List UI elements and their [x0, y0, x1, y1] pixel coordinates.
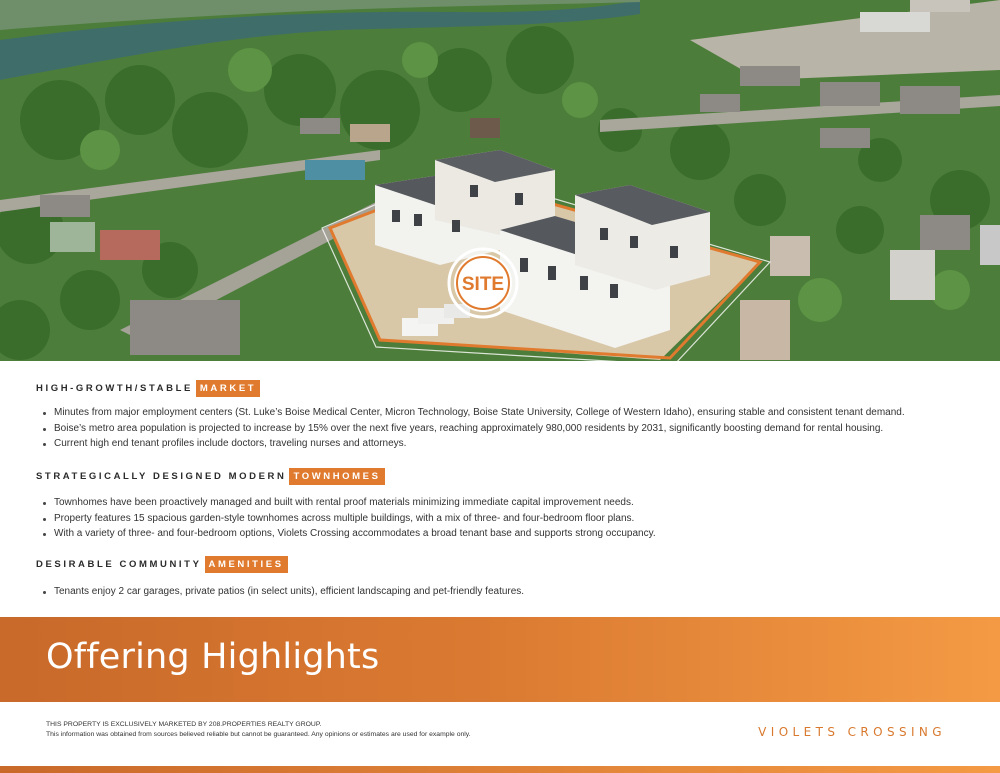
- section-market: [36, 380, 905, 452]
- section-title: [36, 468, 656, 485]
- list-item: With a variety of three- and four-bedroom options, Violets Crossing accommodates a broad tenant base and supports strong occupancy.: [36, 526, 656, 542]
- list-item: Tenants enjoy 2 car garages, private patios (in select units), efficient landscaping and pet-friendly features.: [36, 584, 524, 600]
- section-title-text: DESIRABLE COMMUNITY: [36, 559, 202, 570]
- section-title-highlight: TOWNHOMES: [289, 468, 384, 485]
- disclaimer-line: THIS PROPERTY IS EXCLUSIVELY MARKETED BY 208.PROPERTIES REALTY GROUP.: [46, 721, 322, 728]
- section-title-text: HIGH-GROWTH/STABLE: [36, 383, 193, 394]
- section-title: [36, 380, 905, 397]
- site-label: SITE: [461, 274, 505, 295]
- disclaimer-line: This information was obtained from sources believed reliable but cannot be guaranteed. Any opinions or estimates are used for example only.: [46, 731, 471, 738]
- list-item: Townhomes have been proactively managed and built with rental proof materials minimizing immediate capital improvement needs.: [36, 495, 656, 511]
- list-item: Current high end tenant profiles include doctors, traveling nurses and attorneys.: [36, 436, 905, 452]
- section-title-highlight: AMENITIES: [205, 556, 288, 573]
- property-name: VIOLETS CROSSING: [758, 725, 946, 739]
- section-amenities: [36, 556, 524, 600]
- footer: [0, 702, 1000, 773]
- list-item: Boise’s metro area population is projected to increase by 15% over the next five years, reaching approximately 980,000 residents by 2031, significantly boosting demand for rental housing.: [36, 421, 905, 437]
- highlights-content: [0, 361, 1000, 617]
- bullet-list: [36, 405, 905, 452]
- list-item: Property features 15 spacious garden-style townhomes across multiple buildings, with a mix of three- and four-bedroom floor plans.: [36, 511, 656, 527]
- offering-highlights-banner: [0, 617, 1000, 702]
- bullet-list: [36, 495, 656, 542]
- bullet-list: [36, 584, 524, 600]
- section-title-highlight: MARKET: [196, 380, 260, 397]
- footer-accent-bar: [0, 766, 1000, 773]
- section-townhomes: [36, 468, 656, 542]
- aerial-site-photo: [0, 0, 1000, 361]
- section-title-text: STRATEGICALLY DESIGNED MODERN: [36, 471, 287, 482]
- list-item: Minutes from major employment centers (St. Luke’s Boise Medical Center, Micron Technology, Boise State University, College of Western Idaho), ensuring stable and consistent tenant demand.: [36, 405, 905, 421]
- page-title: Offering Highlights: [46, 637, 380, 677]
- section-title: [36, 556, 524, 573]
